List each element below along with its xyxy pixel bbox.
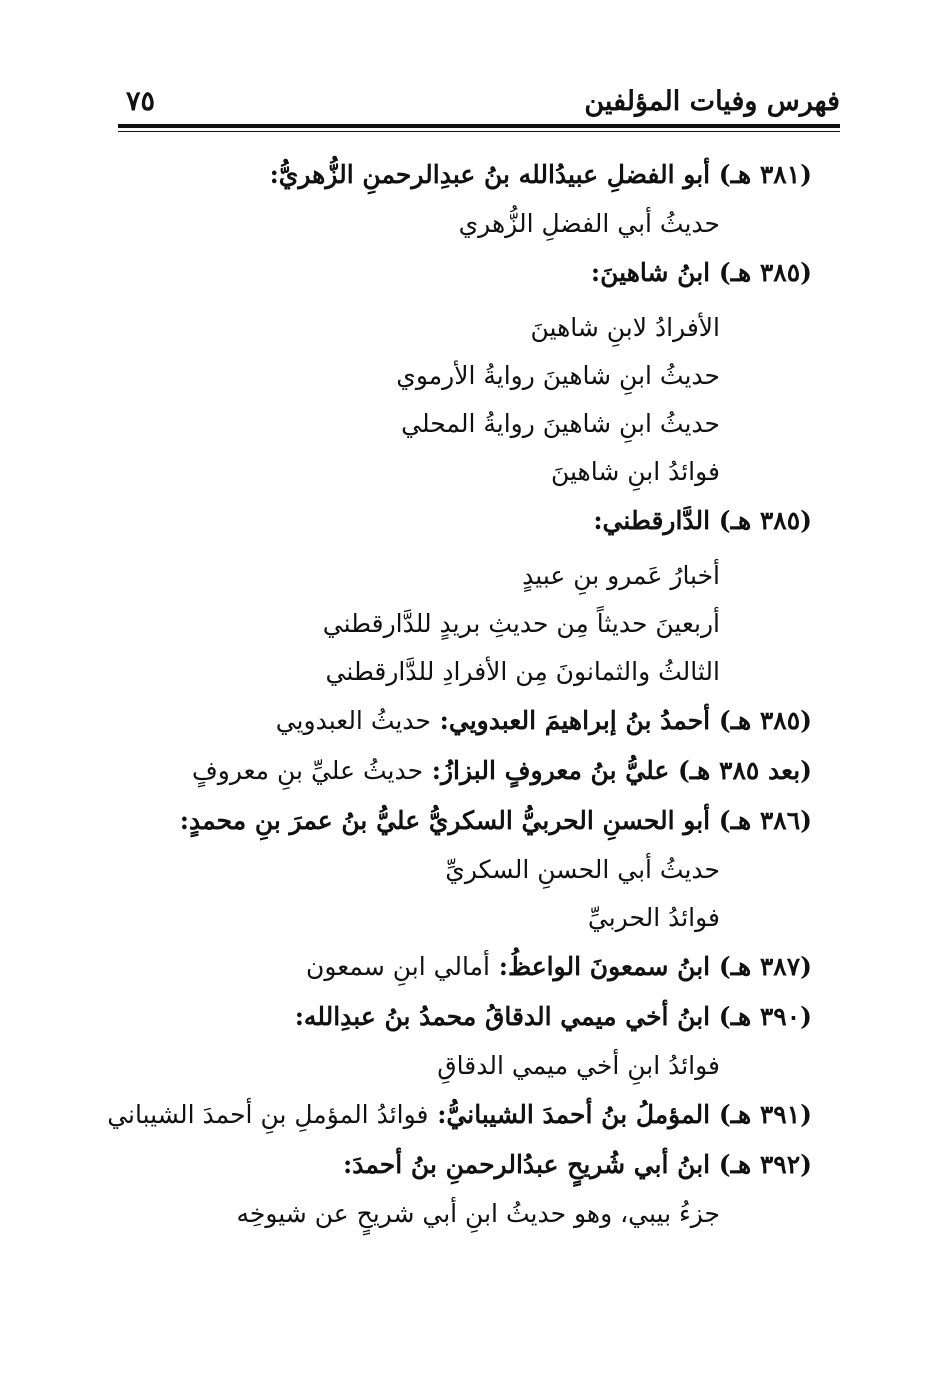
work-title: فوائدُ المؤملِ بنِ أحمدَ الشيباني [107, 1100, 429, 1129]
author-heading: (٣٨١ هـ) أبو الفضلِ عبيدُالله بنُ عبدِالرحمنِ الزُّهريُّ: [269, 160, 812, 189]
work-title: الأفرادُ لابنِ شاهينَ [530, 313, 720, 342]
author-heading: (٣٨٦ هـ) أبو الحسنِ الحربيُّ السكريُّ عليُّ بنُ عمرَ بنِ محمدٍ: [179, 806, 812, 835]
author-heading [122, 746, 812, 796]
work-title: أربعينَ حديثاً مِن حديثِ بريدٍ للدَّارقطني [322, 609, 720, 638]
author-entry [122, 992, 812, 1090]
work-title: فوائدُ الحربيِّ [587, 903, 720, 932]
author-heading: (٣٩٠ هـ) ابنُ أخي ميمي الدقاقُ محمدُ بنُ عبدِالله: [294, 1002, 812, 1031]
header-rule-thick [118, 124, 840, 128]
page-header [118, 84, 840, 124]
author-entry [122, 1140, 812, 1238]
author-name: (٣٩١ هـ) المؤملُ بنُ أحمدَ الشيبانيُّ: [437, 1100, 812, 1129]
author-heading: (٣٨٥ هـ) ابنُ شاهينَ: [590, 258, 812, 287]
work-title: فوائدُ ابنِ شاهينَ [550, 457, 720, 486]
author-heading [122, 942, 812, 992]
author-entry [122, 496, 812, 696]
author-entry [107, 1090, 812, 1140]
work-title: جزءُ بيبي، وهو حديثُ ابنِ أبي شريحٍ عن شيوخِه [236, 1199, 720, 1228]
header-rule-thin [118, 131, 840, 132]
author-heading [107, 1090, 812, 1140]
author-name: (بعد ٣٨٥ هـ) عليُّ بنُ معروفٍ البزازُ: [431, 756, 812, 785]
work-title: حديثُ ابنِ شاهينَ روايةُ المحلي [401, 409, 720, 438]
page-number: ٧٥ [126, 86, 156, 117]
running-title: فهرس وفيات المؤلفين [584, 86, 840, 117]
author-entry [122, 248, 812, 496]
work-title: فوائدُ ابنِ أخي ميمي الدقاقِ [437, 1051, 720, 1080]
work-title: حديثُ ابنِ شاهينَ روايةُ الأرموي [396, 361, 720, 390]
author-name: (٣٨٥ هـ) أحمدُ بنُ إبراهيمَ العبدويي: [439, 706, 812, 735]
work-title: أخبارُ عَمرو بنِ عبيدٍ [522, 561, 720, 590]
author-entry [122, 942, 812, 992]
author-heading [122, 696, 812, 746]
work-title: حديثُ أبي الحسنِ السكريِّ [445, 855, 720, 884]
work-title: أمالي ابنِ سمعون [306, 952, 491, 981]
author-entry [122, 746, 812, 796]
author-entry [122, 150, 812, 248]
author-name: (٣٨٧ هـ) ابنُ سمعونَ الواعظُ: [498, 952, 812, 981]
author-entry [122, 796, 812, 942]
work-title: حديثُ أبي الفضلِ الزُّهري [458, 209, 720, 238]
author-heading: (٣٩٢ هـ) ابنُ أبي شُريحٍ عبدُالرحمنِ بنُ أحمدَ: [343, 1150, 812, 1179]
work-title: حديثُ العبدويي [275, 706, 431, 735]
author-entry [122, 696, 812, 746]
work-title: حديثُ عليِّ بنِ معروفٍ [191, 756, 424, 785]
index-content [107, 150, 812, 1238]
author-heading: (٣٨٥ هـ) الدَّارقطني: [593, 506, 812, 535]
work-title: الثالثُ والثمانونَ مِن الأفرادِ للدَّارقطني [325, 657, 720, 686]
